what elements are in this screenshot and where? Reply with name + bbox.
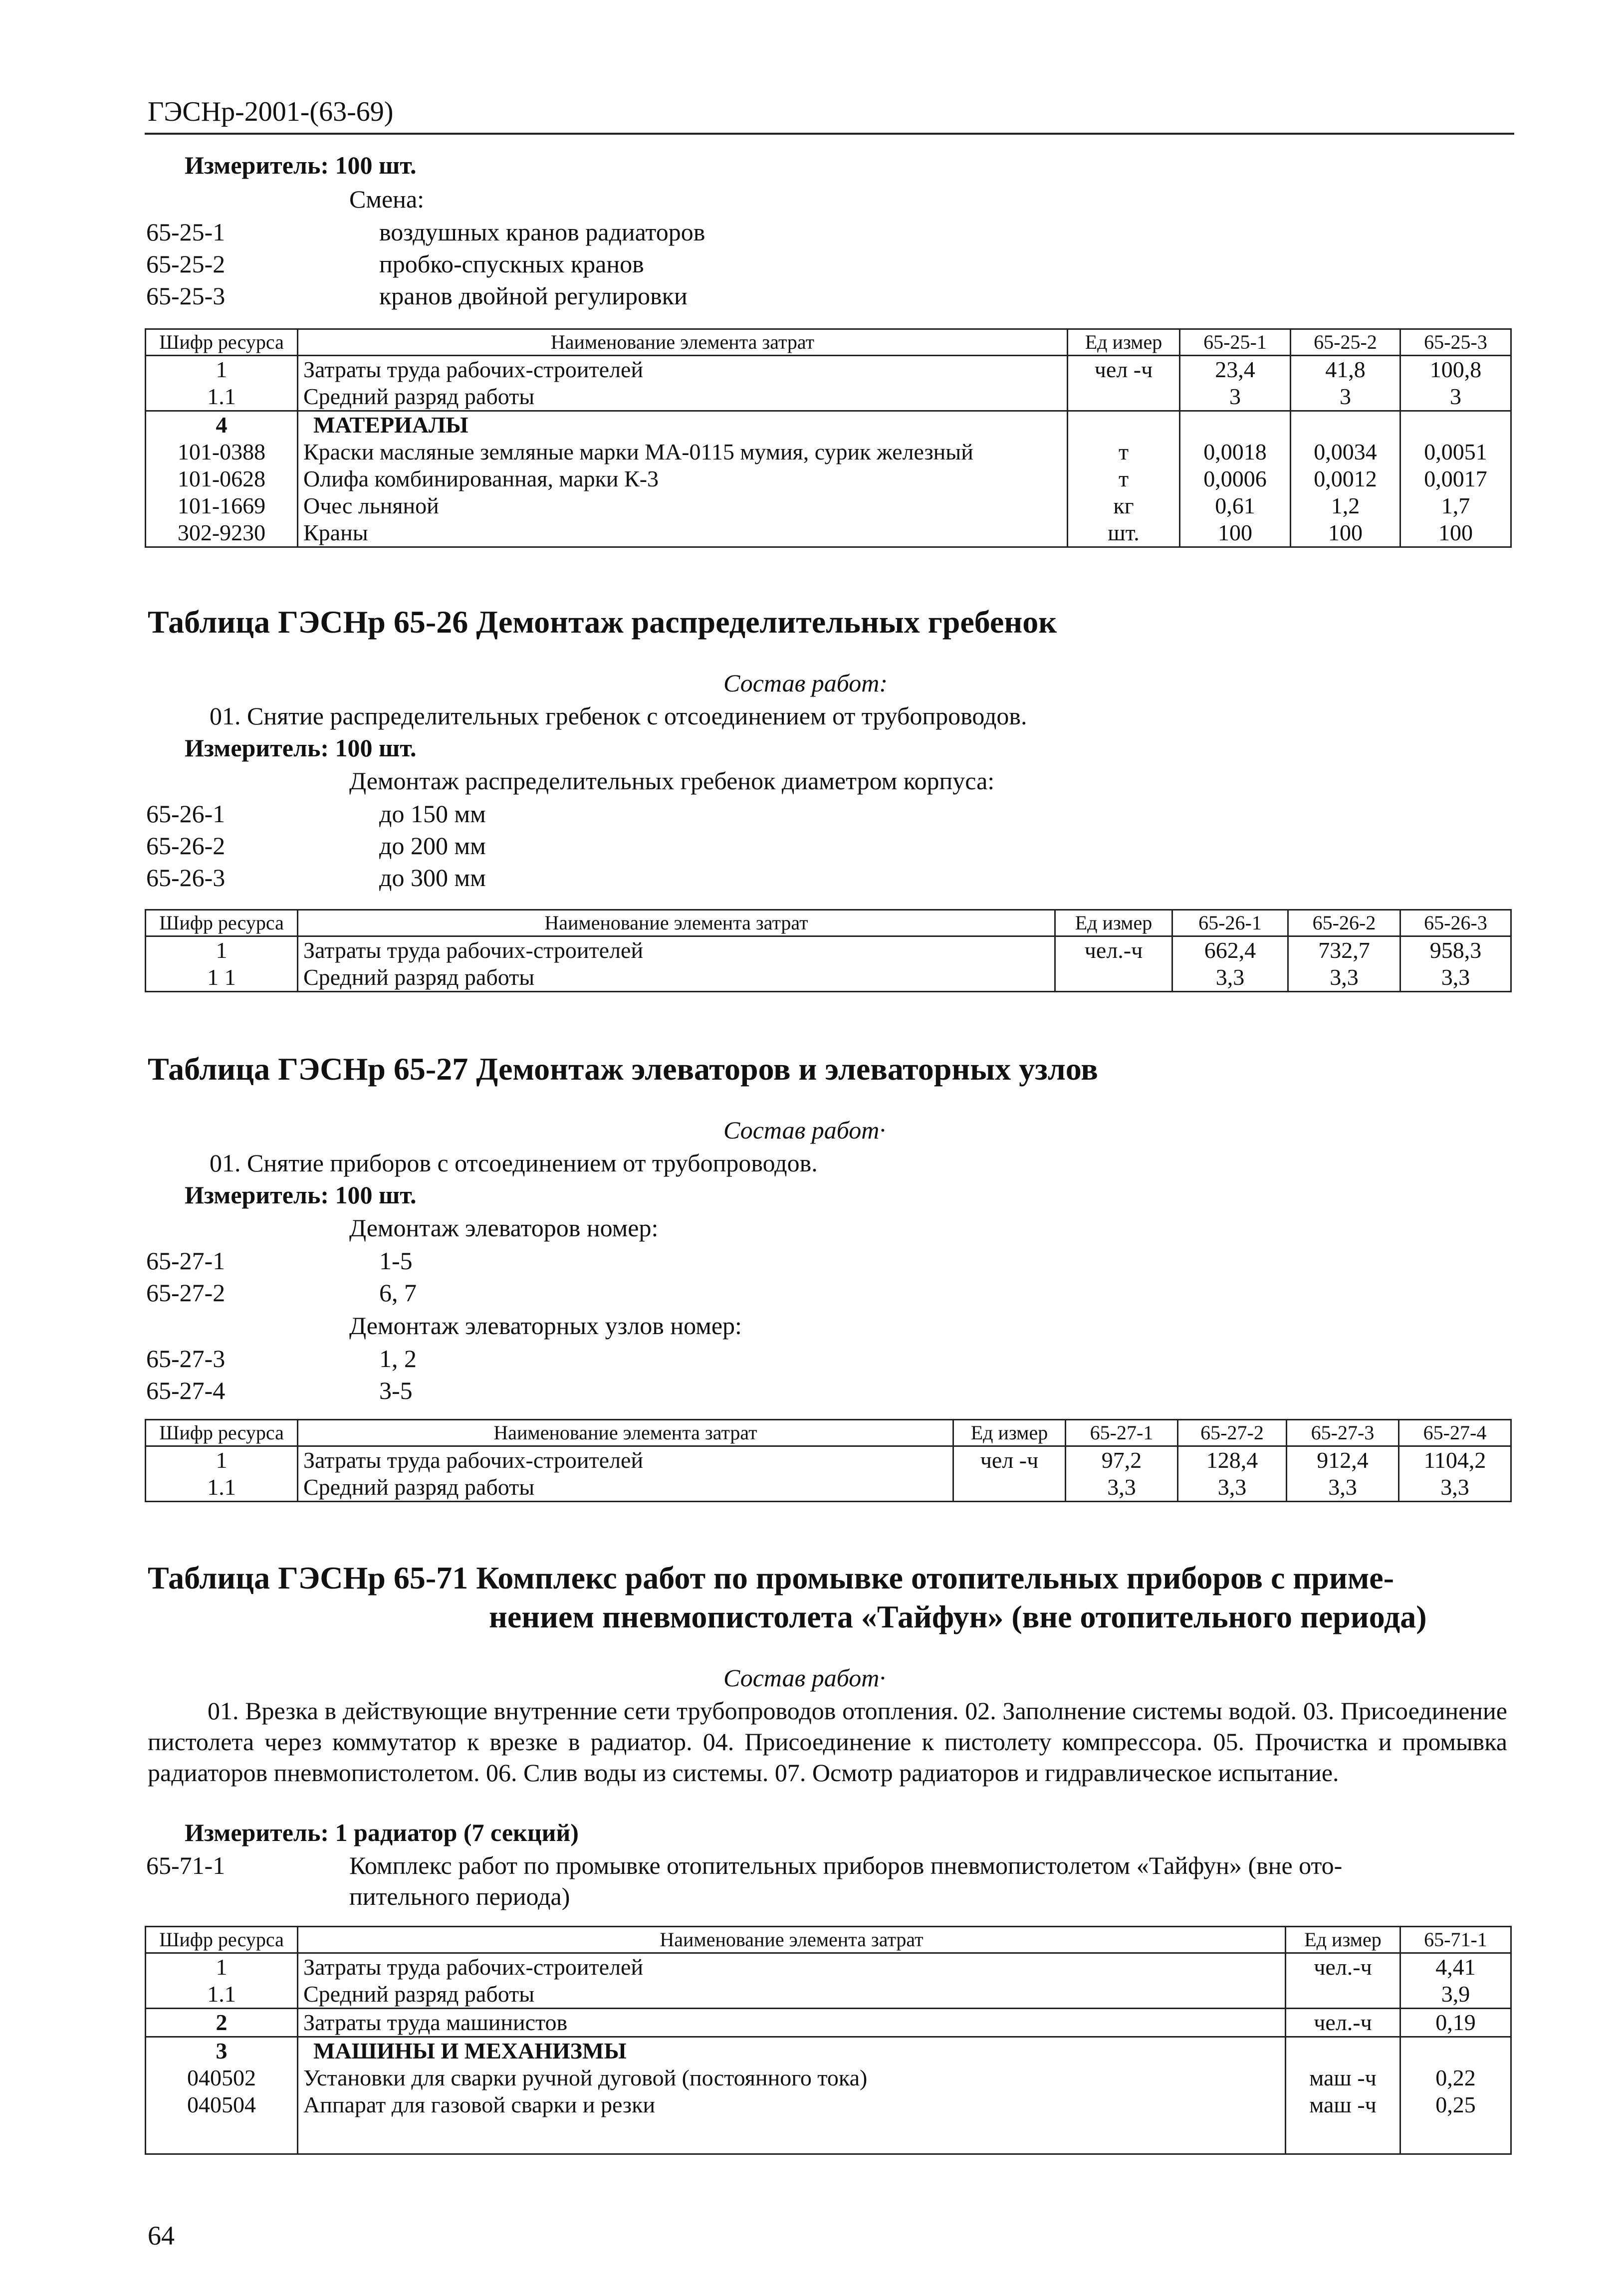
table-row [146, 356, 1511, 384]
header-cell: Шифр ресурса [146, 910, 298, 936]
table-row [146, 383, 1511, 411]
cell-value: 732,7 [1288, 936, 1400, 964]
header-cell: Шифр ресурса [146, 329, 298, 356]
header-cell: Ед измер [1068, 329, 1180, 356]
subhead-6526: Демонтаж распределительных гребенок диаметром корпуса: [349, 767, 995, 795]
cell-value [1400, 411, 1511, 439]
blank-cell [146, 2118, 298, 2154]
table-row [146, 2091, 1511, 2118]
document-code-header: ГЭСНр-2001-(63-69) [148, 96, 394, 127]
header-cell: 65-27-3 [1287, 1420, 1399, 1446]
table-row [146, 964, 1511, 992]
meter-label: Измеритель: [185, 151, 329, 179]
cell-value: 100 [1180, 519, 1291, 547]
cell-value: 4,41 [1400, 1953, 1511, 1981]
cell-code: 1 [146, 356, 298, 384]
table-row [146, 439, 1511, 465]
cell-value: 0,0034 [1291, 439, 1400, 465]
composition-label: Состав работ: [723, 669, 888, 697]
cell-unit: чел.-ч [1055, 936, 1172, 964]
item-code: 65-25-3 [146, 282, 226, 310]
table-row [146, 936, 1511, 964]
cell-value: 23,4 [1180, 356, 1291, 384]
blank-cell [1286, 2118, 1400, 2154]
cell-code: 040504 [146, 2091, 298, 2118]
header-cell: Ед измер [953, 1420, 1066, 1446]
cell-code: 4 [146, 411, 298, 439]
item-code: 65-26-2 [146, 832, 226, 860]
cell-code: 040502 [146, 2064, 298, 2091]
table-row [146, 2037, 1511, 2065]
cell-value: 0,0017 [1400, 465, 1511, 492]
cell-code: 101-0388 [146, 439, 298, 465]
cell-value: 3,3 [1399, 1474, 1511, 1502]
cell-code: 1 [146, 1953, 298, 1981]
item-code: 65-27-1 [146, 1247, 226, 1275]
item-code: 65-27-4 [146, 1376, 226, 1404]
cell-code: 1 [146, 936, 298, 964]
cell-unit [953, 1474, 1066, 1502]
cell-value: 3 [1180, 383, 1291, 411]
cell-unit: чел.-ч [1286, 1953, 1400, 1981]
cost-table-6527 [145, 1419, 1512, 1502]
cell-group-name: МАТЕРИАЛЫ [298, 411, 1068, 439]
cell-unit: маш -ч [1286, 2064, 1400, 2091]
header-cell: Наименование элемента затрат [298, 1927, 1286, 1953]
item-text: воздушных кранов радиаторов [379, 218, 705, 246]
table-row [146, 2064, 1511, 2091]
meter-value: 100 шт. [335, 1181, 417, 1209]
header-cell: 65-25-1 [1180, 329, 1291, 356]
table-row [146, 519, 1511, 547]
cell-value: 912,4 [1287, 1446, 1399, 1474]
cell-value: 0,61 [1180, 492, 1291, 519]
cell-unit: маш -ч [1286, 2091, 1400, 2118]
table-header-row [146, 910, 1511, 936]
cell-name: Средний разряд работы [298, 1474, 953, 1502]
cell-value: 1,7 [1400, 492, 1511, 519]
page-number: 64 [148, 2221, 175, 2251]
cell-value: 100 [1291, 519, 1400, 547]
item-code: 65-25-2 [146, 250, 226, 278]
cell-value: 3 [1291, 383, 1400, 411]
item-text: 3-5 [379, 1376, 413, 1404]
header-cell: 65-25-3 [1400, 329, 1511, 356]
table-row [146, 1981, 1511, 2009]
cell-code: 2 [146, 2009, 298, 2037]
cell-unit: т [1068, 465, 1180, 492]
header-cell: Шифр ресурса [146, 1420, 298, 1446]
header-cell: 65-27-1 [1066, 1420, 1178, 1446]
header-cell: 65-25-2 [1291, 329, 1400, 356]
cell-name: Установки для сварки ручной дуговой (постоянного тока) [298, 2064, 1286, 2091]
cell-code: 1 1 [146, 964, 298, 992]
composition-text: 01. Врезка в действующие внутренние сети трубопроводов отопления. 02. Заполнение системы водой. 03. Присоединение пистолета через коммутатор к врезке в радиатор. 04. Присоединение к пистолету компрессора. 05. Прочистка и промывка радиаторов пневмопистолетом. 06. Слив воды из системы. 07. Осмотр радиаторов и гидравлическое испытание. [148, 1697, 1507, 1787]
cell-value: 662,4 [1172, 936, 1288, 964]
cost-table-6525 [145, 328, 1512, 548]
item-code: 65-71-1 [146, 1851, 226, 1879]
header-rule [145, 133, 1514, 135]
meter-value: 100 шт. [335, 734, 417, 762]
subhead-6527-nodes: Демонтаж элеваторных узлов номер: [349, 1312, 742, 1340]
cell-value: 100,8 [1400, 356, 1511, 384]
cell-name: Средний разряд работы [298, 964, 1055, 992]
composition-label: Состав работ· [723, 1116, 886, 1144]
item-text: 1, 2 [379, 1345, 417, 1373]
item-text: 1-5 [379, 1247, 413, 1275]
cell-value: 3,3 [1287, 1474, 1399, 1502]
table-title-6571-line1: Таблица ГЭСНр 65-71 Комплекс работ по промывке отопительных приборов с приме- [148, 1560, 1394, 1596]
meter-value: 100 шт. [335, 151, 417, 179]
cell-code: 1.1 [146, 1474, 298, 1502]
cell-value: 41,8 [1291, 356, 1400, 384]
composition-label: Состав работ· [723, 1664, 886, 1692]
cell-value: 0,19 [1400, 2009, 1511, 2037]
cell-code: 1.1 [146, 383, 298, 411]
cell-name: Аппарат для газовой сварки и резки [298, 2091, 1286, 2118]
cell-code: 1.1 [146, 1981, 298, 2009]
cell-value: 97,2 [1066, 1446, 1178, 1474]
meter-line-6527 [185, 1180, 417, 1209]
cell-value: 0,22 [1400, 2064, 1511, 2091]
table-row [146, 1446, 1511, 1474]
cell-code: 101-0628 [146, 465, 298, 492]
item-text: до 200 мм [379, 832, 486, 860]
meter-line-6571 [185, 1818, 579, 1847]
blank-cell [1400, 2118, 1511, 2154]
item-text: 6, 7 [379, 1279, 417, 1307]
cell-name: Краски масляные земляные марки МА-0115 мумия, сурик железный [298, 439, 1068, 465]
cell-unit: шт. [1068, 519, 1180, 547]
cell-name: Затраты труда машинистов [298, 2009, 1286, 2037]
table-row-blank [146, 2118, 1511, 2154]
meter-line-6526 [185, 733, 417, 762]
header-cell: 65-26-1 [1172, 910, 1288, 936]
table-header-row [146, 1927, 1511, 1953]
table-row [146, 1474, 1511, 1502]
cell-value: 1,2 [1291, 492, 1400, 519]
header-cell: 65-27-2 [1178, 1420, 1287, 1446]
item-text: кранов двойной регулировки [379, 282, 688, 310]
cell-name: Затраты труда рабочих-строителей [298, 936, 1055, 964]
cell-name: Средний разряд работы [298, 383, 1068, 411]
cell-value [1291, 411, 1400, 439]
table-row [146, 1953, 1511, 1981]
cell-code: 1 [146, 1446, 298, 1474]
cell-value: 3,9 [1400, 1981, 1511, 2009]
blank-cell [298, 2118, 1286, 2154]
cell-name: Затраты труда рабочих-строителей [298, 356, 1068, 384]
subhead-6525: Смена: [349, 185, 425, 213]
cell-name: Краны [298, 519, 1068, 547]
header-cell: Наименование элемента затрат [298, 329, 1068, 356]
composition-text: 01. Снятие приборов с отсоединением от трубопроводов. [210, 1149, 818, 1177]
cell-unit: чел -ч [953, 1446, 1066, 1474]
meter-value: 1 радиатор (7 секций) [335, 1819, 579, 1846]
cell-value: 0,0012 [1291, 465, 1400, 492]
cost-table-6526 [145, 909, 1512, 992]
cell-code: 302-9230 [146, 519, 298, 547]
cell-name: Затраты труда рабочих-строителей [298, 1446, 953, 1474]
table-header-row [146, 1420, 1511, 1446]
cell-value: 0,25 [1400, 2091, 1511, 2118]
cell-unit: т [1068, 439, 1180, 465]
cell-unit: кг [1068, 492, 1180, 519]
table-title-6571-line2: нением пневмопистолета «Тайфун» (вне отопительного периода) [489, 1599, 1427, 1634]
table-row [146, 492, 1511, 519]
cell-unit [1068, 411, 1180, 439]
cell-name: Средний разряд работы [298, 1981, 1286, 2009]
cell-unit: чел.-ч [1286, 2009, 1400, 2037]
header-cell: Наименование элемента затрат [298, 910, 1055, 936]
table-row [146, 411, 1511, 439]
item-code: 65-25-1 [146, 218, 226, 246]
item-text: пробко-спускных кранов [379, 250, 644, 278]
cell-value: 100 [1400, 519, 1511, 547]
table-title-6526: Таблица ГЭСНр 65-26 Демонтаж распределительных гребенок [148, 604, 1057, 640]
table-row [146, 2009, 1511, 2037]
cost-table-6571 [145, 1926, 1512, 2155]
cell-unit [1055, 964, 1172, 992]
cell-value: 0,0018 [1180, 439, 1291, 465]
meter-label: Измеритель: [185, 1819, 329, 1846]
table-title-6527: Таблица ГЭСНр 65-27 Демонтаж элеваторов и элеваторных узлов [148, 1051, 1098, 1087]
header-cell: Наименование элемента затрат [298, 1420, 953, 1446]
cell-code: 3 [146, 2037, 298, 2065]
table-row [146, 465, 1511, 492]
composition-text: 01. Снятие распределительных гребенок с отсоединением от трубопроводов. [210, 702, 1027, 730]
cell-value: 3,3 [1288, 964, 1400, 992]
cell-value [1400, 2037, 1511, 2065]
cell-unit [1286, 1981, 1400, 2009]
header-cell: 65-26-3 [1400, 910, 1511, 936]
cell-group-name: МАШИНЫ И МЕХАНИЗМЫ [298, 2037, 1286, 2065]
header-cell: Ед измер [1055, 910, 1172, 936]
header-cell: 65-71-1 [1400, 1927, 1511, 1953]
cell-value: 958,3 [1400, 936, 1511, 964]
item-code: 65-27-2 [146, 1279, 226, 1307]
item-text-line2: пительного периода) [349, 1882, 570, 1910]
header-cell: 65-26-2 [1288, 910, 1400, 936]
meter-label: Измеритель: [185, 1181, 329, 1209]
cell-unit: чел -ч [1068, 356, 1180, 384]
item-text: до 150 мм [379, 800, 486, 828]
cell-value: 3,3 [1066, 1474, 1178, 1502]
cell-unit [1068, 383, 1180, 411]
cell-value: 3,3 [1400, 964, 1511, 992]
cell-value [1180, 411, 1291, 439]
cell-value: 1104,2 [1399, 1446, 1511, 1474]
cell-unit [1286, 2037, 1400, 2065]
subhead-6527-elevators: Демонтаж элеваторов номер: [349, 1214, 659, 1242]
item-text: до 300 мм [379, 864, 486, 892]
cell-value: 3 [1400, 383, 1511, 411]
item-code: 65-27-3 [146, 1345, 226, 1373]
cell-name: Очес льняной [298, 492, 1068, 519]
item-code: 65-26-3 [146, 864, 226, 892]
header-cell: Ед измер [1286, 1927, 1400, 1953]
cell-value: 0,0051 [1400, 439, 1511, 465]
table-header-row [146, 329, 1511, 356]
header-cell: Шифр ресурса [146, 1927, 298, 1953]
cell-value: 3,3 [1172, 964, 1288, 992]
meter-line-6525 [185, 151, 417, 180]
meter-label: Измеритель: [185, 734, 329, 762]
cell-name: Затраты труда рабочих-строителей [298, 1953, 1286, 1981]
header-cell: 65-27-4 [1399, 1420, 1511, 1446]
cell-value: 3,3 [1178, 1474, 1287, 1502]
cell-value: 0,0006 [1180, 465, 1291, 492]
cell-code: 101-1669 [146, 492, 298, 519]
item-code: 65-26-1 [146, 800, 226, 828]
cell-value: 128,4 [1178, 1446, 1287, 1474]
cell-name: Олифа комбинированная, марки К-3 [298, 465, 1068, 492]
item-text-line1: Комплекс работ по промывке отопительных приборов пневмопистолетом «Тайфун» (вне ото- [349, 1851, 1343, 1879]
